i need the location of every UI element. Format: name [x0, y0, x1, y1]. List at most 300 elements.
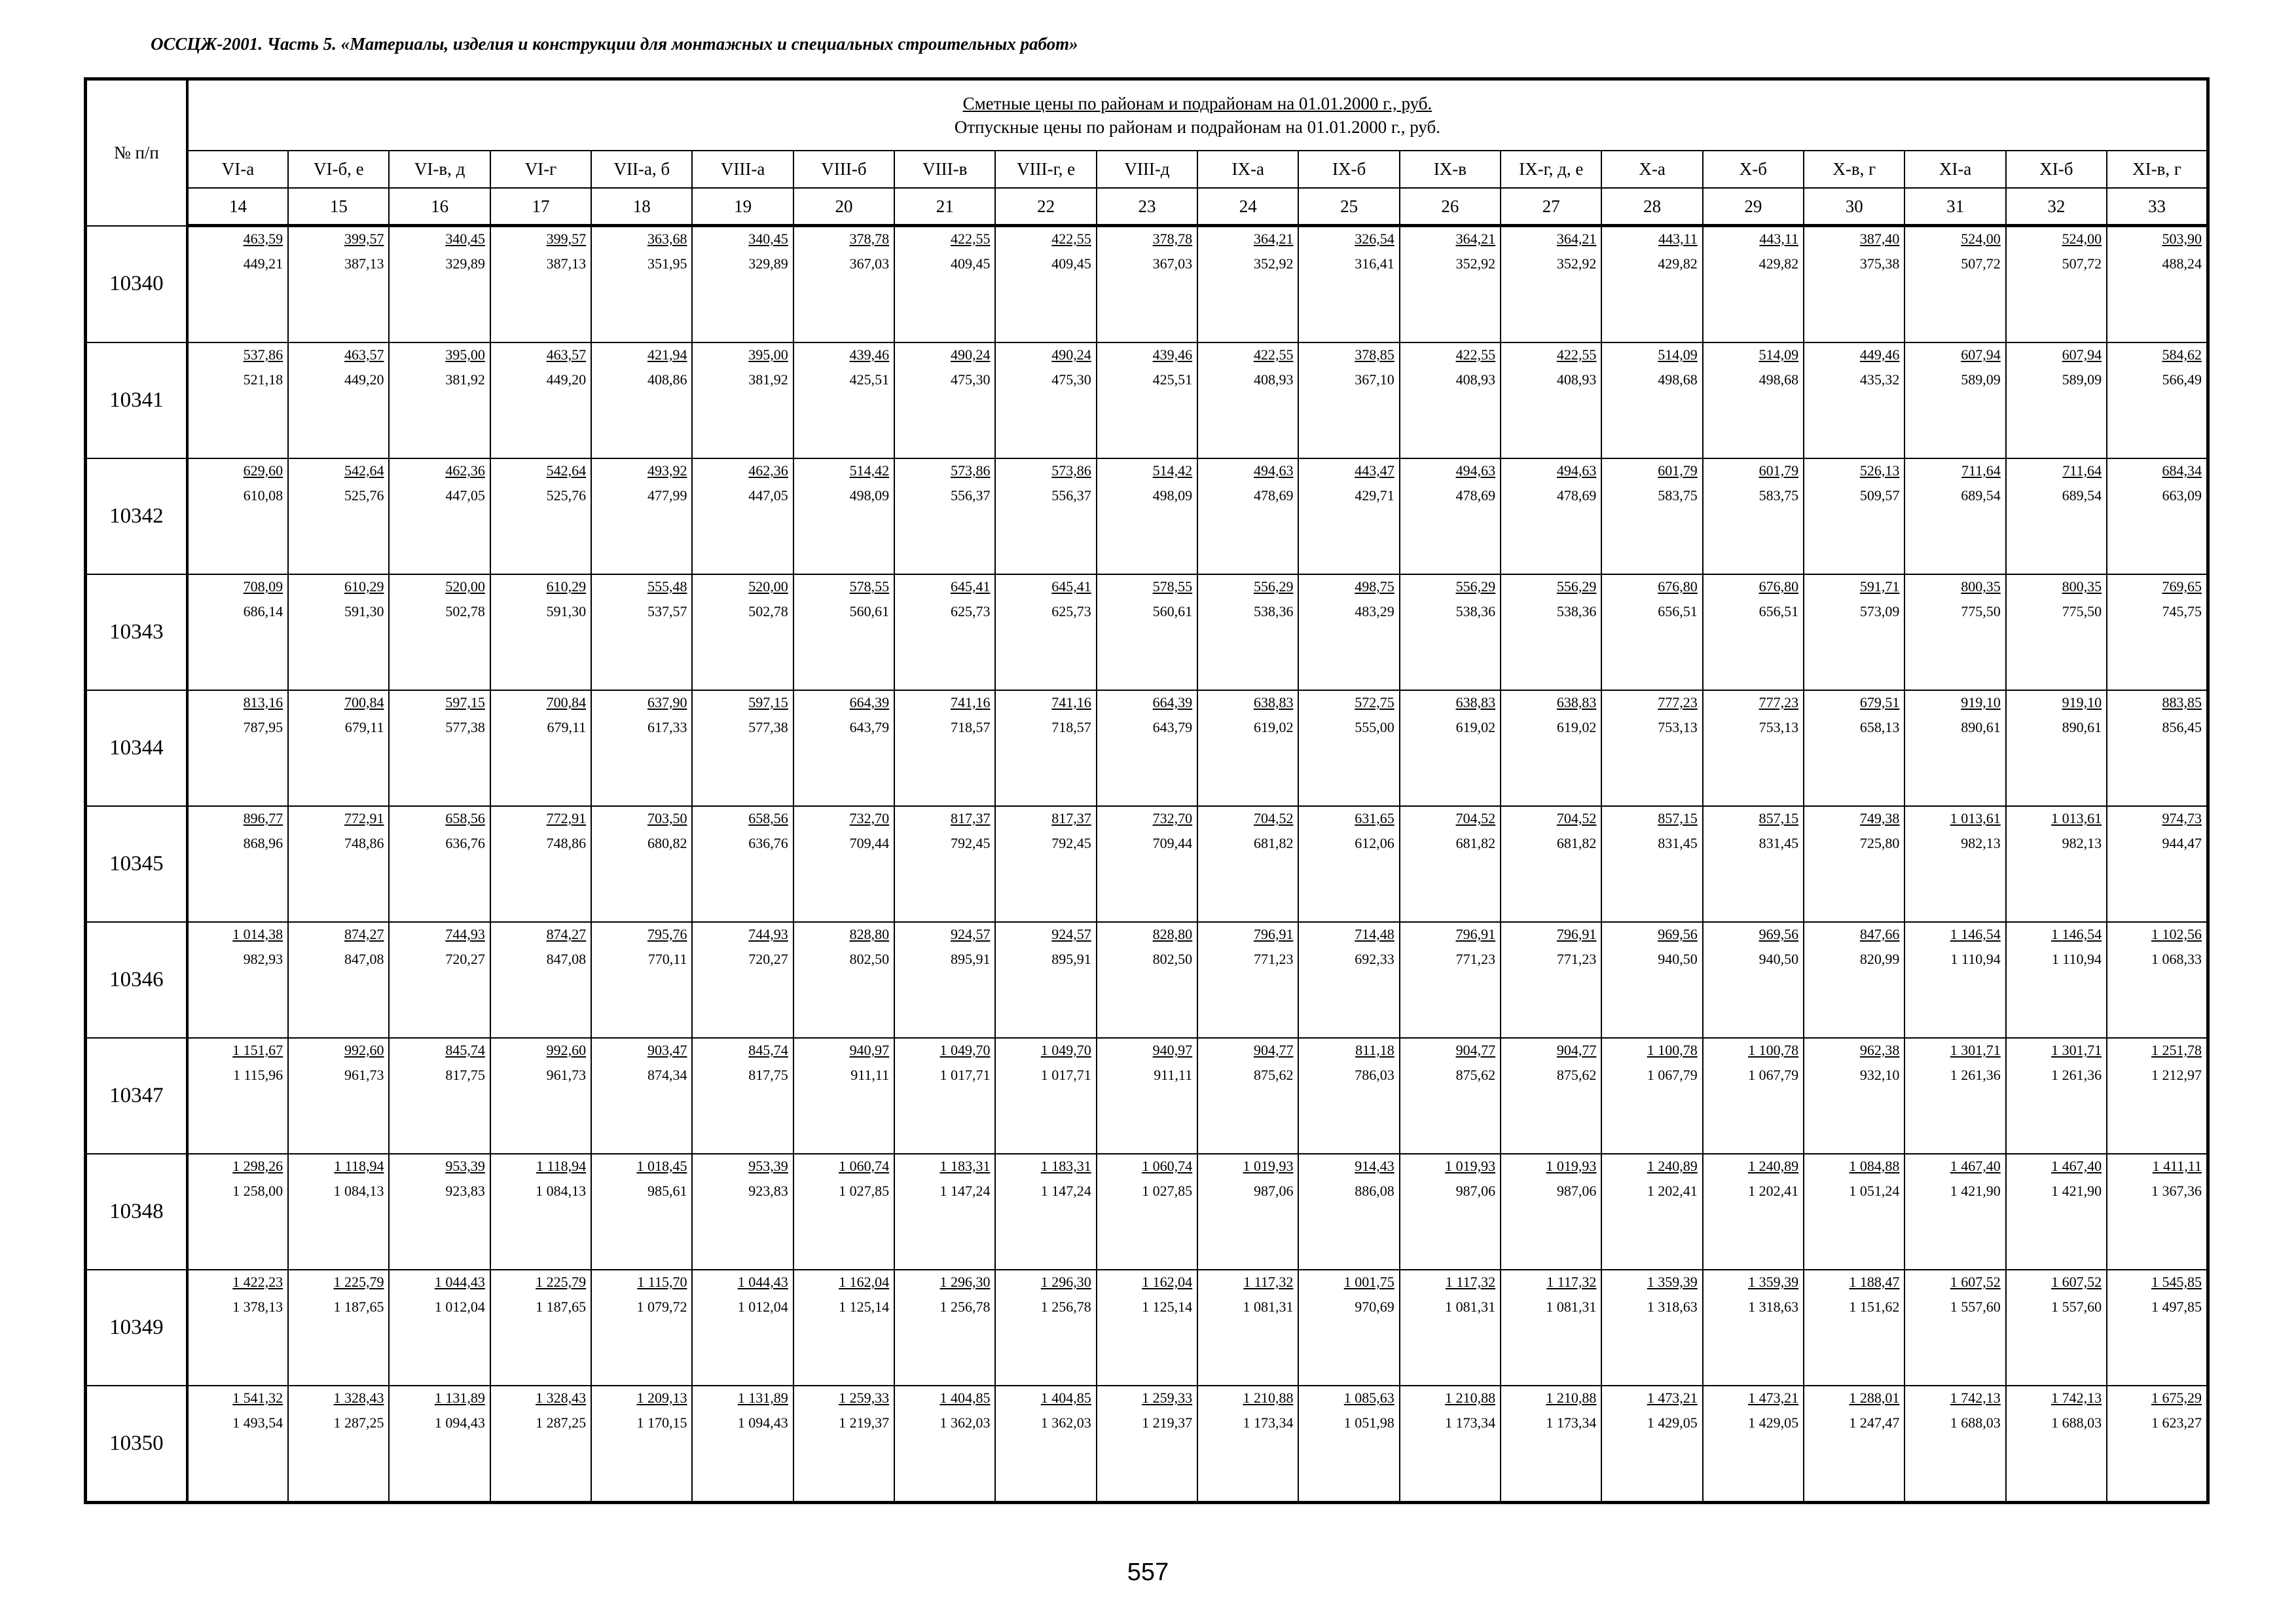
- release-price: 787,95: [243, 719, 283, 735]
- price-cell: [591, 574, 692, 690]
- release-price: 1 557,60: [1950, 1299, 2001, 1315]
- price-cell: [692, 806, 793, 922]
- estimate-price: 462,36: [748, 462, 788, 479]
- estimate-price: 463,57: [546, 346, 587, 363]
- table-row: [86, 922, 2208, 1038]
- column-number: 21: [894, 188, 995, 226]
- release-price: 982,13: [2062, 835, 2102, 851]
- price-cell: [1703, 690, 1804, 806]
- estimate-price: 556,29: [1455, 578, 1496, 595]
- price-cell: [1501, 1270, 1601, 1386]
- release-price: 425,51: [1152, 371, 1193, 388]
- price-cell: [793, 1038, 894, 1154]
- price-cell: [894, 690, 995, 806]
- price-cell: [1097, 690, 1197, 806]
- estimate-price: 601,79: [1758, 462, 1799, 479]
- estimate-price: 904,77: [1253, 1042, 1294, 1058]
- estimate-price: 537,86: [243, 346, 283, 363]
- estimate-price: 1 541,32: [232, 1390, 283, 1406]
- column-number: 29: [1703, 188, 1804, 226]
- release-price: 940,50: [1658, 951, 1698, 967]
- price-cell: [1703, 1154, 1804, 1270]
- estimate-price: 584,62: [2162, 346, 2202, 363]
- price-cell: [1097, 574, 1197, 690]
- release-price: 617,33: [647, 719, 687, 735]
- release-price: 329,89: [748, 255, 788, 272]
- price-cell: [1804, 1038, 1904, 1154]
- price-cell: [894, 1386, 995, 1503]
- release-price: 1 081,31: [1243, 1299, 1294, 1315]
- price-cell: [591, 226, 692, 343]
- estimate-price: 845,74: [445, 1042, 485, 1058]
- release-price: 970,69: [1355, 1299, 1394, 1315]
- release-price: 709,44: [1152, 835, 1193, 851]
- estimate-price: 800,35: [1961, 578, 2001, 595]
- item-code: 10341: [86, 342, 187, 458]
- estimate-price: 1 084,88: [1849, 1158, 1900, 1174]
- estimate-price: 817,37: [950, 810, 991, 826]
- price-cell: [2006, 1386, 2107, 1503]
- column-number: 31: [1904, 188, 2005, 226]
- estimate-price: 638,83: [1253, 694, 1294, 710]
- price-cell: [1501, 1038, 1601, 1154]
- price-cell: [187, 574, 288, 690]
- release-price: 478,69: [1253, 487, 1294, 504]
- release-price: 686,14: [243, 603, 283, 619]
- item-code: 10340: [86, 226, 187, 343]
- release-price: 753,13: [1658, 719, 1698, 735]
- estimate-price: 514,42: [849, 462, 890, 479]
- estimate-price-title: Сметные цены по районам и подрайонам на 01.01.2000 г., руб.: [962, 94, 1432, 113]
- release-price: 1 084,13: [333, 1183, 384, 1199]
- release-price: 1 125,14: [839, 1299, 890, 1315]
- region-header: VI-г: [490, 151, 591, 188]
- release-price: 1 081,31: [1546, 1299, 1597, 1315]
- release-price: 556,37: [950, 487, 991, 504]
- price-cell: [591, 1154, 692, 1270]
- estimate-price: 524,00: [2062, 231, 2102, 247]
- estimate-price: 1 607,52: [2051, 1274, 2102, 1290]
- price-cell: [1097, 1270, 1197, 1386]
- price-cell: [1703, 226, 1804, 343]
- release-price: 1 067,79: [1647, 1067, 1698, 1083]
- price-cell: [1601, 1270, 1702, 1386]
- release-price: 1 017,71: [1040, 1067, 1091, 1083]
- price-cell: [1501, 458, 1601, 574]
- release-price: 408,93: [1556, 371, 1597, 388]
- estimate-price: 714,48: [1355, 926, 1394, 942]
- price-cell: [692, 458, 793, 574]
- estimate-price: 1 210,88: [1445, 1390, 1496, 1406]
- price-cell: [1601, 1038, 1702, 1154]
- price-cell: [692, 574, 793, 690]
- price-cell: [490, 1038, 591, 1154]
- release-price: 507,72: [2062, 255, 2102, 272]
- price-cell: [1804, 574, 1904, 690]
- estimate-price: 387,40: [1859, 231, 1900, 247]
- estimate-price: 463,57: [344, 346, 384, 363]
- release-price: 449,20: [546, 371, 587, 388]
- estimate-price: 326,54: [1355, 231, 1394, 247]
- estimate-price: 1 411,11: [2152, 1158, 2202, 1174]
- price-cell: [793, 806, 894, 922]
- estimate-price: 962,38: [1859, 1042, 1900, 1058]
- estimate-price: 1 359,39: [1647, 1274, 1698, 1290]
- price-cell: [1601, 342, 1702, 458]
- price-cell: [1197, 806, 1298, 922]
- price-cell: [288, 226, 389, 343]
- release-price: 1 367,36: [2151, 1183, 2202, 1199]
- estimate-price: 520,00: [445, 578, 485, 595]
- release-price: 429,82: [1758, 255, 1799, 272]
- price-cell: [389, 690, 490, 806]
- release-price: 1 256,78: [1040, 1299, 1091, 1315]
- estimate-price: 1 296,30: [939, 1274, 991, 1290]
- estimate-price: 1 014,38: [232, 926, 283, 942]
- estimate-price: 1 044,43: [434, 1274, 485, 1290]
- estimate-price: 637,90: [647, 694, 687, 710]
- release-price: 1 688,03: [2051, 1414, 2102, 1431]
- release-price: 681,82: [1253, 835, 1294, 851]
- price-cell: [187, 690, 288, 806]
- estimate-price: 1 117,32: [1243, 1274, 1294, 1290]
- estimate-price: 439,46: [1152, 346, 1193, 363]
- price-cell: [1197, 1386, 1298, 1503]
- price-cell: [1904, 574, 2005, 690]
- price-cell: [1298, 226, 1399, 343]
- release-price: 1 557,60: [2051, 1299, 2102, 1315]
- release-price: 982,93: [243, 951, 283, 967]
- release-price: 895,91: [1051, 951, 1091, 967]
- region-header: VI-б, е: [288, 151, 389, 188]
- price-cell: [995, 1038, 1096, 1154]
- price-cell: [1703, 922, 1804, 1038]
- estimate-price: 610,29: [344, 578, 384, 595]
- release-price: 1 017,71: [939, 1067, 991, 1083]
- estimate-price: 1 049,70: [939, 1042, 991, 1058]
- estimate-price: 749,38: [1859, 810, 1900, 826]
- release-price: 573,09: [1859, 603, 1900, 619]
- price-cell: [1400, 1270, 1501, 1386]
- release-price: 1 173,34: [1445, 1414, 1496, 1431]
- estimate-price: 364,21: [1455, 231, 1496, 247]
- release-price: 502,78: [748, 603, 788, 619]
- release-price: 771,23: [1455, 951, 1496, 967]
- price-cell: [692, 1270, 793, 1386]
- region-header: IX-в: [1400, 151, 1501, 188]
- region-header-row: [86, 151, 2208, 188]
- item-code: 10342: [86, 458, 187, 574]
- estimate-price: 796,91: [1556, 926, 1597, 942]
- price-cell: [894, 806, 995, 922]
- release-price: 498,68: [1658, 371, 1698, 388]
- estimate-price: 363,68: [647, 231, 687, 247]
- price-cell: [1097, 458, 1197, 574]
- estimate-price: 494,63: [1253, 462, 1294, 479]
- estimate-price: 422,55: [950, 231, 991, 247]
- price-cell: [1804, 1386, 1904, 1503]
- estimate-price: 1 240,89: [1647, 1158, 1698, 1174]
- estimate-price: 526,13: [1859, 462, 1900, 479]
- price-cell: [1298, 1154, 1399, 1270]
- region-header: X-б: [1703, 151, 1804, 188]
- price-cell: [1298, 1270, 1399, 1386]
- price-cell: [389, 226, 490, 343]
- estimate-price: 1 146,54: [2051, 926, 2102, 942]
- price-cell: [2006, 922, 2107, 1038]
- release-price: 643,79: [849, 719, 890, 735]
- price-cell: [2107, 574, 2208, 690]
- price-cell: [1400, 1154, 1501, 1270]
- release-price: 720,27: [445, 951, 485, 967]
- region-header: VII-а, б: [591, 151, 692, 188]
- table-title: [187, 79, 2208, 151]
- estimate-price: 813,16: [243, 694, 283, 710]
- estimate-price: 969,56: [1658, 926, 1698, 942]
- release-price: 387,13: [546, 255, 587, 272]
- price-cell: [692, 690, 793, 806]
- release-price: 1 247,47: [1849, 1414, 1900, 1431]
- estimate-price: 439,46: [849, 346, 890, 363]
- price-cell: [187, 226, 288, 343]
- price-cell: [2006, 1154, 2107, 1270]
- price-cell: [1703, 458, 1804, 574]
- estimate-price: 700,84: [546, 694, 587, 710]
- column-number: 28: [1601, 188, 1702, 226]
- estimate-price: 1 467,40: [1950, 1158, 2001, 1174]
- release-price: 387,13: [344, 255, 384, 272]
- release-price: 1 287,25: [536, 1414, 587, 1431]
- release-price: 820,99: [1859, 951, 1900, 967]
- price-cell: [692, 226, 793, 343]
- estimate-price: 524,00: [1961, 231, 2001, 247]
- release-price: 566,49: [2162, 371, 2202, 388]
- release-price: 1 173,34: [1243, 1414, 1294, 1431]
- price-cell: [288, 1154, 389, 1270]
- price-cell: [793, 226, 894, 343]
- price-cell: [894, 1154, 995, 1270]
- estimate-price: 1 467,40: [2051, 1158, 2102, 1174]
- release-price: 987,06: [1556, 1183, 1597, 1199]
- release-price: 367,03: [849, 255, 890, 272]
- estimate-price: 1 210,88: [1546, 1390, 1597, 1406]
- estimate-price: 493,92: [647, 462, 687, 479]
- release-price: 351,95: [647, 255, 687, 272]
- estimate-price: 704,52: [1455, 810, 1496, 826]
- release-price: 625,73: [1051, 603, 1091, 619]
- release-price: 679,11: [547, 719, 587, 735]
- price-cell: [692, 1386, 793, 1503]
- release-price: 856,45: [2162, 719, 2202, 735]
- release-price: 982,13: [1961, 835, 2001, 851]
- estimate-price: 1 473,21: [1647, 1390, 1698, 1406]
- release-price: 1 012,04: [434, 1299, 485, 1315]
- release-price: 1 623,27: [2151, 1414, 2202, 1431]
- estimate-price: 796,91: [1253, 926, 1294, 942]
- price-cell: [1703, 574, 1804, 690]
- table-row: [86, 458, 2208, 574]
- release-price: 771,23: [1253, 951, 1294, 967]
- estimate-price: 638,83: [1556, 694, 1597, 710]
- table-row: [86, 1270, 2208, 1386]
- estimate-price: 741,16: [950, 694, 991, 710]
- price-cell: [1601, 690, 1702, 806]
- item-code: 10346: [86, 922, 187, 1038]
- price-cell: [490, 806, 591, 922]
- estimate-price: 578,55: [1152, 578, 1193, 595]
- release-price: 709,44: [849, 835, 890, 851]
- price-cell: [1298, 342, 1399, 458]
- release-price: 447,05: [445, 487, 485, 504]
- release-price: 1 688,03: [1950, 1414, 2001, 1431]
- estimate-price: 514,42: [1152, 462, 1193, 479]
- release-price: 1 219,37: [839, 1414, 890, 1431]
- estimate-price: 572,75: [1355, 694, 1394, 710]
- estimate-price: 1 019,93: [1546, 1158, 1597, 1174]
- column-number: 20: [793, 188, 894, 226]
- estimate-price: 1 018,45: [636, 1158, 687, 1174]
- release-price: 658,13: [1859, 719, 1900, 735]
- price-cell: [1400, 922, 1501, 1038]
- release-price: 643,79: [1152, 719, 1193, 735]
- release-price: 521,18: [243, 371, 283, 388]
- release-price: 802,50: [849, 951, 890, 967]
- region-header: IX-а: [1197, 151, 1298, 188]
- price-cell: [389, 458, 490, 574]
- estimate-price: 498,75: [1355, 578, 1394, 595]
- price-cell: [2006, 574, 2107, 690]
- release-price: 689,54: [2062, 487, 2102, 504]
- column-number: 17: [490, 188, 591, 226]
- price-cell: [1501, 806, 1601, 922]
- price-cell: [389, 1270, 490, 1386]
- estimate-price: 514,09: [1658, 346, 1698, 363]
- price-cell: [1804, 806, 1904, 922]
- estimate-price: 1 607,52: [1950, 1274, 2001, 1290]
- estimate-price: 1 183,31: [939, 1158, 991, 1174]
- price-cell: [187, 922, 288, 1038]
- item-code: 10345: [86, 806, 187, 922]
- estimate-price: 1 742,13: [1950, 1390, 2001, 1406]
- release-price: 1 318,63: [1647, 1299, 1698, 1315]
- estimate-price: 422,55: [1455, 346, 1496, 363]
- price-cell: [1601, 806, 1702, 922]
- price-cell: [1804, 1154, 1904, 1270]
- estimate-price: 1 404,85: [939, 1390, 991, 1406]
- price-cell: [1298, 922, 1399, 1038]
- release-price: 961,73: [344, 1067, 384, 1083]
- release-price: 1 362,03: [939, 1414, 991, 1431]
- estimate-price: 1 013,61: [2051, 810, 2102, 826]
- release-price: 792,45: [1051, 835, 1091, 851]
- release-price: 1 187,65: [536, 1299, 587, 1315]
- price-cell: [995, 574, 1096, 690]
- price-cell: [1601, 458, 1702, 574]
- price-cell: [1197, 922, 1298, 1038]
- column-number: 26: [1400, 188, 1501, 226]
- price-cell: [894, 574, 995, 690]
- estimate-price: 800,35: [2062, 578, 2102, 595]
- release-price: 1 067,79: [1748, 1067, 1799, 1083]
- estimate-price: 1 225,79: [536, 1274, 587, 1290]
- estimate-price: 874,27: [546, 926, 587, 942]
- release-price: 911,11: [1154, 1067, 1193, 1083]
- estimate-price: 676,80: [1758, 578, 1799, 595]
- release-price-title: Отпускные цены по районам и подрайонам на 01.01.2000 г., руб.: [954, 117, 1440, 137]
- price-cell: [1703, 1038, 1804, 1154]
- price-cell: [1501, 574, 1601, 690]
- release-price: 1 493,54: [232, 1414, 283, 1431]
- item-code: 10350: [86, 1386, 187, 1503]
- price-cell: [1501, 922, 1601, 1038]
- price-cell: [2107, 922, 2208, 1038]
- release-price: 636,76: [445, 835, 485, 851]
- estimate-price: 732,70: [849, 810, 890, 826]
- release-price: 792,45: [950, 835, 991, 851]
- release-price: 408,93: [1455, 371, 1496, 388]
- estimate-price: 638,83: [1455, 694, 1496, 710]
- release-price: 1 051,98: [1343, 1414, 1394, 1431]
- price-cell: [995, 1154, 1096, 1270]
- release-price: 449,20: [344, 371, 384, 388]
- release-price: 911,11: [850, 1067, 890, 1083]
- release-price: 1 256,78: [939, 1299, 991, 1315]
- price-cell: [288, 806, 389, 922]
- price-cell: [1703, 1386, 1804, 1503]
- price-cell: [1197, 574, 1298, 690]
- estimate-price: 1 151,67: [232, 1042, 283, 1058]
- release-price: 689,54: [1961, 487, 2001, 504]
- estimate-price: 772,91: [344, 810, 384, 826]
- estimate-price: 777,23: [1658, 694, 1698, 710]
- release-price: 718,57: [1051, 719, 1091, 735]
- release-price: 478,69: [1556, 487, 1597, 504]
- price-cell: [490, 1154, 591, 1270]
- release-price: 1 421,90: [1950, 1183, 2001, 1199]
- estimate-price: 1 044,43: [737, 1274, 788, 1290]
- price-cell: [1601, 1154, 1702, 1270]
- release-price: 409,45: [1051, 255, 1091, 272]
- price-cell: [1904, 458, 2005, 574]
- estimate-price: 795,76: [647, 926, 687, 942]
- release-price: 944,47: [2162, 835, 2202, 851]
- price-cell: [1097, 1038, 1197, 1154]
- region-header: IX-б: [1298, 151, 1399, 188]
- estimate-price: 601,79: [1658, 462, 1698, 479]
- price-cell: [187, 1270, 288, 1386]
- price-cell: [894, 226, 995, 343]
- table-row: [86, 1038, 2208, 1154]
- estimate-price: 974,73: [2162, 810, 2202, 826]
- release-price: 748,86: [546, 835, 587, 851]
- estimate-price: 443,11: [1759, 231, 1799, 247]
- region-header: XI-а: [1904, 151, 2005, 188]
- estimate-price: 777,23: [1758, 694, 1799, 710]
- estimate-price: 378,78: [849, 231, 890, 247]
- release-price: 656,51: [1758, 603, 1799, 619]
- release-price: 987,06: [1455, 1183, 1496, 1199]
- release-price: 663,09: [2162, 487, 2202, 504]
- price-cell: [1298, 806, 1399, 922]
- price-cell: [793, 1270, 894, 1386]
- estimate-price: 422,55: [1253, 346, 1294, 363]
- estimate-price: 399,57: [344, 231, 384, 247]
- estimate-price: 704,52: [1556, 810, 1597, 826]
- release-price: 987,06: [1253, 1183, 1294, 1199]
- price-cell: [389, 806, 490, 922]
- estimate-price: 364,21: [1556, 231, 1597, 247]
- estimate-price: 711,64: [2062, 462, 2102, 479]
